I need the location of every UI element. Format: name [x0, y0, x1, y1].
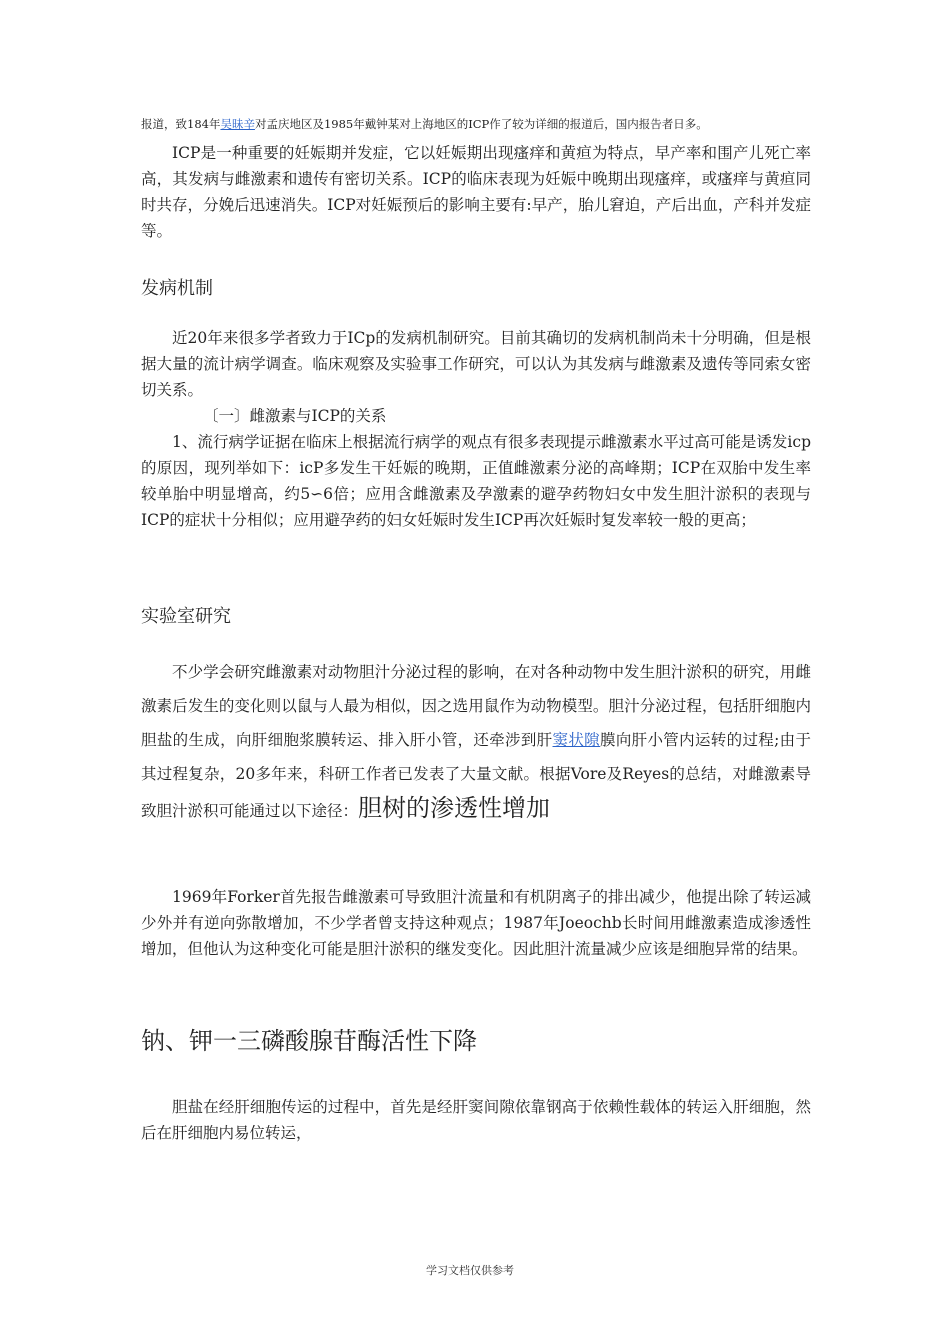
intro-paragraph: ICP是一种重要的妊娠期并发症，它以妊娠期出现瘙痒和黄疸为特点，早产率和围产儿死亡率高，其发病与雌激素和遗传有密切关系。ICP的临床表现为妊娠中晚期出现瘙痒，或瘙痒与黄疸同时共存，分娩后迅速消失。ICP对妊娠预后的影响主要有:早产，胎儿窘迫，产后出血，产科并发症等。	[141, 144, 811, 240]
lab-paragraph-mid: 膜向肝小管内运转的过程;由于其过程复杂，20多年来，科研工作者已发表了大量文献。根据Vore及Reyes的总结，对雌激素导致胆汁淤积可能通过以下途径：	[141, 731, 811, 820]
intro-note-pre: 报道，致184年	[141, 117, 221, 131]
mechanism-heading-block	[141, 276, 811, 302]
forker-paragraph: 1969年Forker首先报告雌激素可导致胆汁流量和有机阴离子的排出减少，他提出除了转运减少外并有逆向弥散增加，不少学者曾支持这种观点；1987年Joeochb长时间用雌激素造成渗透性增加，但他认为这种变化可能是胆汁淤积的继发变化。因此胆汁流量减少应该是细胞异常的结果。	[141, 888, 811, 958]
mechanism-paragraph-block	[141, 325, 811, 533]
lab-paragraph-block	[141, 655, 811, 828]
lab-paragraph-emphasis: 胆树的渗透性增加	[358, 794, 551, 822]
bile-paragraph: 胆盐在经肝细胞传运的过程中，首先是经肝窦间隙依靠钢高于依赖性载体的转运入肝细胞，然后在肝细胞内易位转运，	[141, 1098, 811, 1142]
lab-paragraph-pre: 不少学会研究雌激素对动物胆汁分泌过程的影响，在对各种动物中发生胆汁淤积的研究，用雌激素后发生的变化则以鼠与人最为相似，因之选用鼠作为动物模型。胆汁分泌过程，包括肝细胞内胆盐的生成，向肝细胞浆膜转运、排入肝小管，还牵涉到肝	[141, 663, 811, 749]
heading-atpase: 钠、钾一三磷酸腺苷酶活性下降	[141, 1027, 477, 1055]
atpase-heading-block	[141, 1024, 811, 1058]
forker-paragraph-block	[141, 884, 811, 962]
intro-note	[141, 115, 811, 133]
author-link[interactable]: 吴昧辛	[220, 117, 255, 131]
epidemiology-paragraph: 1、流行病学证据在临床上根据流行病学的观点有很多表现提示雌激素水平过高可能是诱发icp的原因，现列举如下：icP多发生干妊娠的晚期，正值雌激素分泌的高峰期；ICP在双胎中发生率较单胎中明显增高，约5∽6倍；应用含雌激素及孕激素的避孕药物妇女中发生胆汁淤积的表现与ICP的症状十分相似；应用避孕药的妇女妊娠时发生ICP再次妊娠时复发率较一般的更高；	[141, 433, 811, 529]
heading-lab: 实验室研究	[141, 606, 231, 627]
page-footer: 学习文档仅供参考	[426, 1264, 514, 1277]
subheading-estrogen-icp: 〔一〕雌激素与ICP的关系	[203, 407, 387, 425]
intro-note-post: 对孟庆地区及1985年戴钟某对上海地区的ICP作了较为详细的报道后，国内报告者日多。	[254, 117, 708, 131]
lab-paragraph	[141, 655, 811, 828]
sinusoid-link[interactable]: 窦状隙	[552, 731, 600, 749]
bile-paragraph-block	[141, 1094, 811, 1146]
mechanism-paragraph: 近20年来很多学者致力于ICp的发病机制研究。目前其确切的发病机制尚未十分明确，但是根据大量的流计病学调查。临床观察及实验事工作研究，可以认为其发病与雌激素及遗传等同索女密切关系。	[141, 329, 811, 399]
lab-heading-block	[141, 604, 811, 630]
intro-paragraph-block	[141, 140, 811, 244]
heading-mechanism: 发病机制	[141, 278, 213, 299]
